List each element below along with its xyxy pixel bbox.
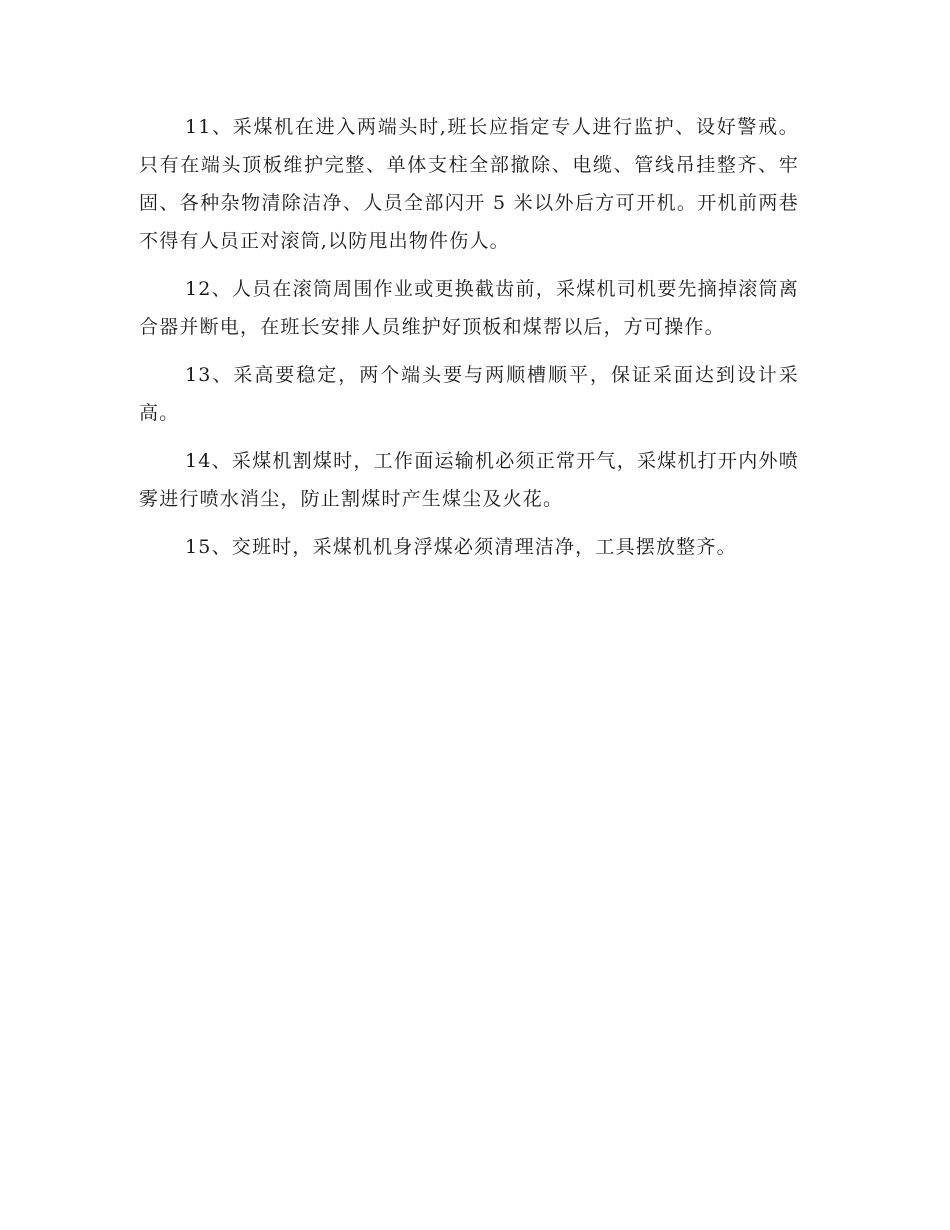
paragraph-item-11: 11、采煤机在进入两端头时,班长应指定专人进行监护、设好警戒。只有在端头顶板维护完整、单体支柱全部撤除、电缆、管线吊挂整齐、牢固、各种杂物清除洁净、人员全部闪开 5 米以外后方可开机。开机前两巷不得有人员正对滚筒,以防甩出物件伤人。 [139,116,799,252]
paragraph-item-15: 15、交班时，采煤机机身浮煤必须清理洁净，工具摆放整齐。 [185,536,737,558]
paragraph-item-14: 14、采煤机割煤时，工作面运输机必须正常开气，采煤机打开内外喷雾进行喷水消尘，防止割煤时产生煤尘及火花。 [139,450,799,510]
paragraph-item-12: 12、人员在滚筒周围作业或更换截齿前，采煤机司机要先摘掉滚筒离合器并断电，在班长安排人员维护好顶板和煤帮以后，方可操作。 [139,278,799,338]
paragraph-item-13: 13、采高要稳定，两个端头要与两顺槽顺平，保证采面达到设计采高。 [139,364,799,424]
document-body [139,108,799,576]
